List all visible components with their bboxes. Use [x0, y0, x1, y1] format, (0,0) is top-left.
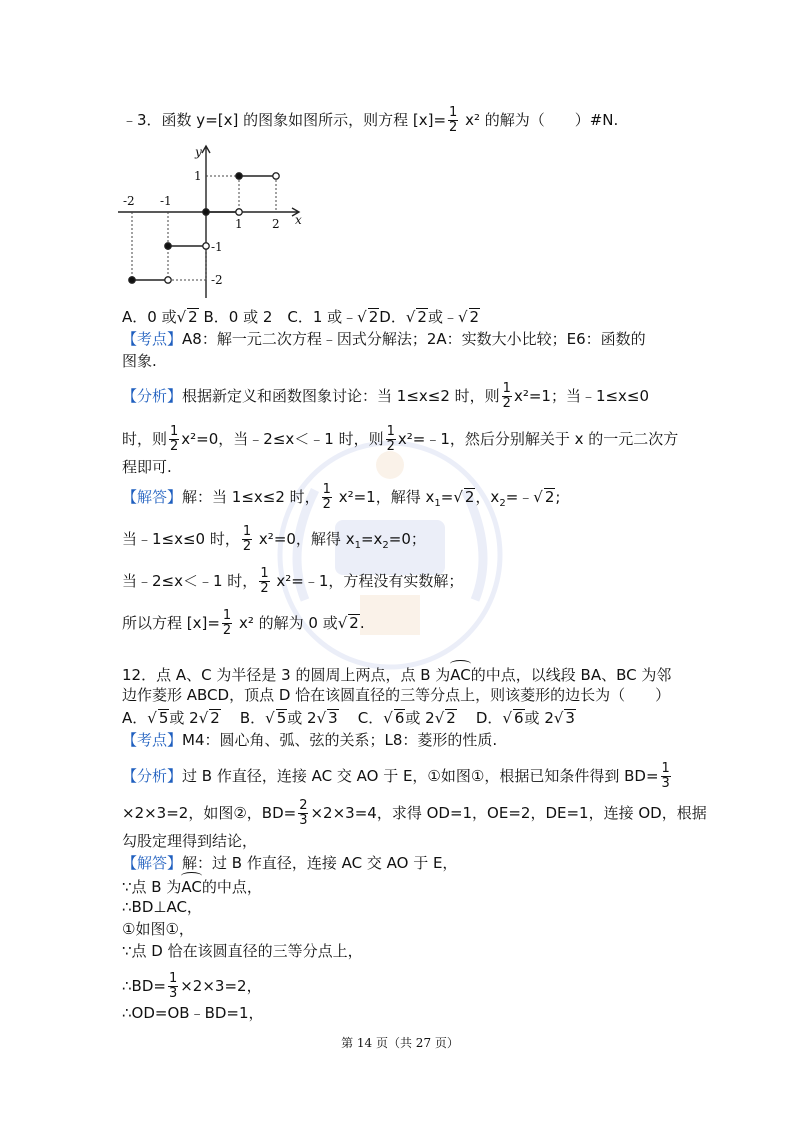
question-12-stem-1	[122, 662, 671, 686]
option-text: 或 2	[169, 709, 199, 727]
arc-ac: AC	[181, 874, 201, 898]
jieda-text: 当﹣1≤x≤0 时，	[122, 530, 240, 548]
jieda-line-3	[122, 567, 463, 596]
kaodian-line	[122, 328, 646, 350]
numerator: 1	[502, 381, 511, 396]
radical-sign: √	[357, 308, 367, 326]
radical-sign: √	[147, 709, 157, 727]
denominator: 2	[502, 396, 511, 411]
jieda-text: 的中点，	[201, 878, 262, 896]
option-text: 或 2	[524, 709, 554, 727]
radical-sign: √	[453, 488, 463, 506]
option-d-label: D．	[475, 709, 503, 727]
q12-fenxi-1	[122, 762, 673, 791]
subscript: 2	[382, 540, 389, 551]
denominator: 3	[661, 776, 670, 791]
numerator: 1	[168, 971, 178, 986]
numerator: 1	[386, 424, 395, 439]
arc-ac: AC	[450, 662, 470, 686]
radicand: 5	[158, 709, 169, 727]
tick-y: -2	[211, 273, 223, 287]
fenxi-text: ×2×3=2，如图②，BD=	[122, 804, 297, 822]
numerator: 1	[449, 105, 458, 120]
tick-x: -2	[123, 194, 135, 208]
jieda-text: ×2×3=2，	[180, 977, 262, 995]
option-a-label: A．	[122, 709, 148, 727]
question-12-stem-2	[122, 684, 670, 706]
jieda-text: 所以方程 [x]=	[122, 614, 220, 632]
jieda-text: ①如图①，	[122, 920, 194, 938]
option-d-text-2: 或﹣	[427, 308, 458, 326]
fraction-half	[322, 483, 332, 512]
jieda-text: ∴OD=OB﹣BD=1，	[122, 1004, 264, 1022]
y-axis-label: y	[195, 145, 202, 159]
jieda-text: 当﹣2≤x＜﹣1 时，	[122, 572, 258, 590]
option-bc-text: B．0 或 2 C．1 或﹣	[203, 308, 358, 326]
fraction-half	[502, 382, 512, 411]
tick-x: 2	[272, 217, 280, 231]
radicand: 3	[328, 709, 338, 727]
jieda-line-2	[122, 525, 426, 557]
jieda-text: x²=0，解得 x	[254, 530, 355, 548]
fenxi-text: x²=﹣1，然后分别解关于 x 的一元二次方	[397, 430, 679, 448]
stem-text-end: x² 的解为（ ）#N.	[460, 111, 619, 129]
stem-text: 的中点，以线段 BA、BC 为邻	[470, 666, 672, 684]
jieda-text: 解：过 B 作直径，连接 AC 交 AO 于 E，	[182, 854, 458, 872]
fraction-half	[386, 425, 396, 454]
subscript: 1	[354, 540, 361, 551]
jieda-text: =0；	[388, 530, 426, 548]
denominator: 2	[260, 581, 269, 596]
fenxi-line-3	[122, 456, 172, 478]
question-prev-options	[122, 306, 480, 328]
radicand: 2	[349, 614, 359, 632]
denominator: 3	[168, 986, 178, 1001]
numerator: 1	[170, 424, 179, 439]
jieda-text: ∴BD=	[122, 977, 166, 995]
radical-sign: √	[176, 308, 187, 326]
fraction-one-third	[168, 972, 178, 1001]
q12-jieda-2	[122, 874, 262, 898]
question-12-options	[122, 707, 576, 729]
fenxi-text: 时，则	[122, 430, 168, 448]
fenxi-text: ×2×3=4，求得 OD=1，OE=2，DE=1，连接 OD，根据	[310, 804, 707, 822]
kaodian-tag: 【考点】	[122, 330, 183, 348]
radical-sign: √	[316, 709, 327, 727]
floor-function-graph	[118, 142, 313, 300]
fenxi-tag: 【分析】	[122, 387, 183, 405]
radicand: 6	[514, 709, 524, 727]
kaodian-line-2	[122, 350, 157, 372]
q12-jieda-5	[122, 940, 363, 962]
q12-jieda-1	[122, 852, 457, 874]
denominator: 3	[299, 813, 308, 828]
stem-text: 12．点 A、C 为半径是 3 的圆周上两点，点 B 为	[122, 666, 451, 684]
fenxi-text: 根据新定义和函数图象讨论：当 1≤x≤2 时，则	[182, 387, 500, 405]
denominator: 2	[386, 439, 395, 454]
radical-sign: √	[337, 614, 348, 632]
jieda-text: .	[359, 614, 365, 632]
radicand: 2	[469, 308, 480, 326]
jieda-text: ∵点 D 恰在该圆直径的三等分点上，	[122, 942, 363, 960]
fenxi-tag: 【分析】	[122, 767, 183, 785]
tick-x: 1	[235, 217, 243, 231]
kaodian-text-2: 图象.	[122, 352, 157, 370]
tick-x: -1	[160, 194, 172, 208]
fraction-two-thirds	[298, 799, 308, 828]
fenxi-text: x²=0，当﹣2≤x＜﹣1 时，则	[181, 430, 384, 448]
q12-jieda-4	[122, 918, 194, 940]
jieda-line-1	[122, 483, 560, 515]
tick-y: 1	[194, 169, 202, 183]
q12-jieda-3	[122, 896, 202, 918]
fraction-half	[169, 425, 179, 454]
numerator: 1	[322, 482, 331, 497]
stem-text: ﹣3．函数 y=[x] 的图象如图所示，则方程 [x]=	[122, 111, 447, 129]
fraction-half	[222, 609, 232, 638]
jieda-tag: 【解答】	[122, 488, 183, 506]
radical-sign: √	[533, 488, 543, 506]
jieda-text: ，x	[475, 488, 500, 506]
jieda-text: ∴BD⊥AC，	[122, 898, 202, 916]
option-text: 或 2	[405, 709, 435, 727]
numerator: 1	[222, 608, 232, 623]
option-c-label: C．	[357, 709, 384, 727]
q12-jieda-7	[122, 1002, 264, 1024]
fraction-half	[242, 525, 252, 554]
radical-sign: √	[405, 308, 416, 326]
radical-sign: √	[265, 709, 275, 727]
fraction-half	[259, 567, 269, 596]
numerator: 2	[299, 798, 308, 813]
fenxi-line-2	[122, 425, 678, 454]
q12-fenxi-3	[122, 830, 257, 852]
denominator: 2	[242, 539, 252, 554]
fenxi-text: 过 B 作直径，连接 AC 交 AO 于 E，①如图①，根据已知条件得到 BD=	[182, 767, 659, 785]
q12-kaodian	[122, 729, 497, 751]
kaodian-text: M4：圆心角、弧、弦的关系；L8：菱形的性质.	[182, 731, 498, 749]
jieda-line-4	[122, 609, 365, 638]
numerator: 1	[242, 524, 252, 539]
x-axis-label: x	[295, 213, 302, 227]
jieda-text: x²=﹣1，方程没有实数解；	[271, 572, 464, 590]
page-footer: 第 14 页（共 27 页）	[341, 1036, 459, 1050]
stem-text: 边作菱形 ABCD，顶点 D 恰在该圆直径的三等分点上，则该菱形的边长为（ ）	[122, 686, 671, 704]
jieda-text: =x	[360, 530, 383, 548]
denominator: 2	[449, 120, 458, 135]
jieda-tag: 【解答】	[122, 854, 183, 872]
tick-y: -1	[211, 240, 223, 254]
fenxi-text: x²=1；当﹣1≤x≤0	[513, 387, 650, 405]
radicand: 5	[276, 709, 287, 727]
radicand: 6	[394, 709, 405, 727]
radical-sign: √	[434, 709, 445, 727]
kaodian-text: A8：解一元二次方程﹣因式分解法；2A：实数大小比较；E6：函数的	[182, 330, 646, 348]
radicand: 2	[446, 709, 456, 727]
radicand: 2	[417, 308, 427, 326]
fenxi-line-1	[122, 382, 649, 411]
radicand: 2	[210, 709, 220, 727]
option-text: 或 2	[287, 709, 317, 727]
radicand: 2	[368, 308, 379, 326]
subscript: 2	[499, 498, 506, 509]
denominator: 2	[170, 439, 179, 454]
fenxi-text: 勾股定理得到结论，	[122, 832, 258, 850]
option-b-label: B．	[239, 709, 266, 727]
jieda-text: x²=1，解得 x	[333, 488, 435, 506]
option-d-text: D．	[379, 308, 406, 326]
radicand: 2	[544, 488, 555, 506]
subscript: 1	[434, 498, 441, 509]
kaodian-tag: 【考点】	[122, 731, 183, 749]
denominator: 2	[222, 623, 232, 638]
jieda-text: =﹣	[505, 488, 534, 506]
fraction-half	[448, 106, 458, 135]
jieda-text: ∵点 B 为	[122, 878, 182, 896]
radicand: 2	[188, 308, 198, 326]
numerator: 1	[260, 566, 269, 581]
option-a-text: A．0 或	[122, 308, 177, 326]
denominator: 2	[322, 497, 331, 512]
jieda-text: 解：当 1≤x≤2 时，	[182, 488, 320, 506]
radicand: 2	[464, 488, 475, 506]
jieda-text: ;	[555, 488, 561, 506]
radicand: 3	[565, 709, 575, 727]
radical-sign: √	[383, 709, 393, 727]
q12-jieda-6	[122, 972, 262, 1001]
radical-sign: √	[502, 709, 512, 727]
radical-sign: √	[553, 709, 564, 727]
jieda-text: =	[440, 488, 454, 506]
jieda-text: x² 的解为 0 或	[234, 614, 338, 632]
radical-sign: √	[457, 308, 468, 326]
fraction-one-third	[661, 762, 671, 791]
numerator: 1	[661, 761, 670, 776]
fenxi-text: 程即可.	[122, 458, 172, 476]
q12-fenxi-2	[122, 799, 707, 828]
radical-sign: √	[198, 709, 209, 727]
question-prev-stem	[122, 106, 618, 135]
